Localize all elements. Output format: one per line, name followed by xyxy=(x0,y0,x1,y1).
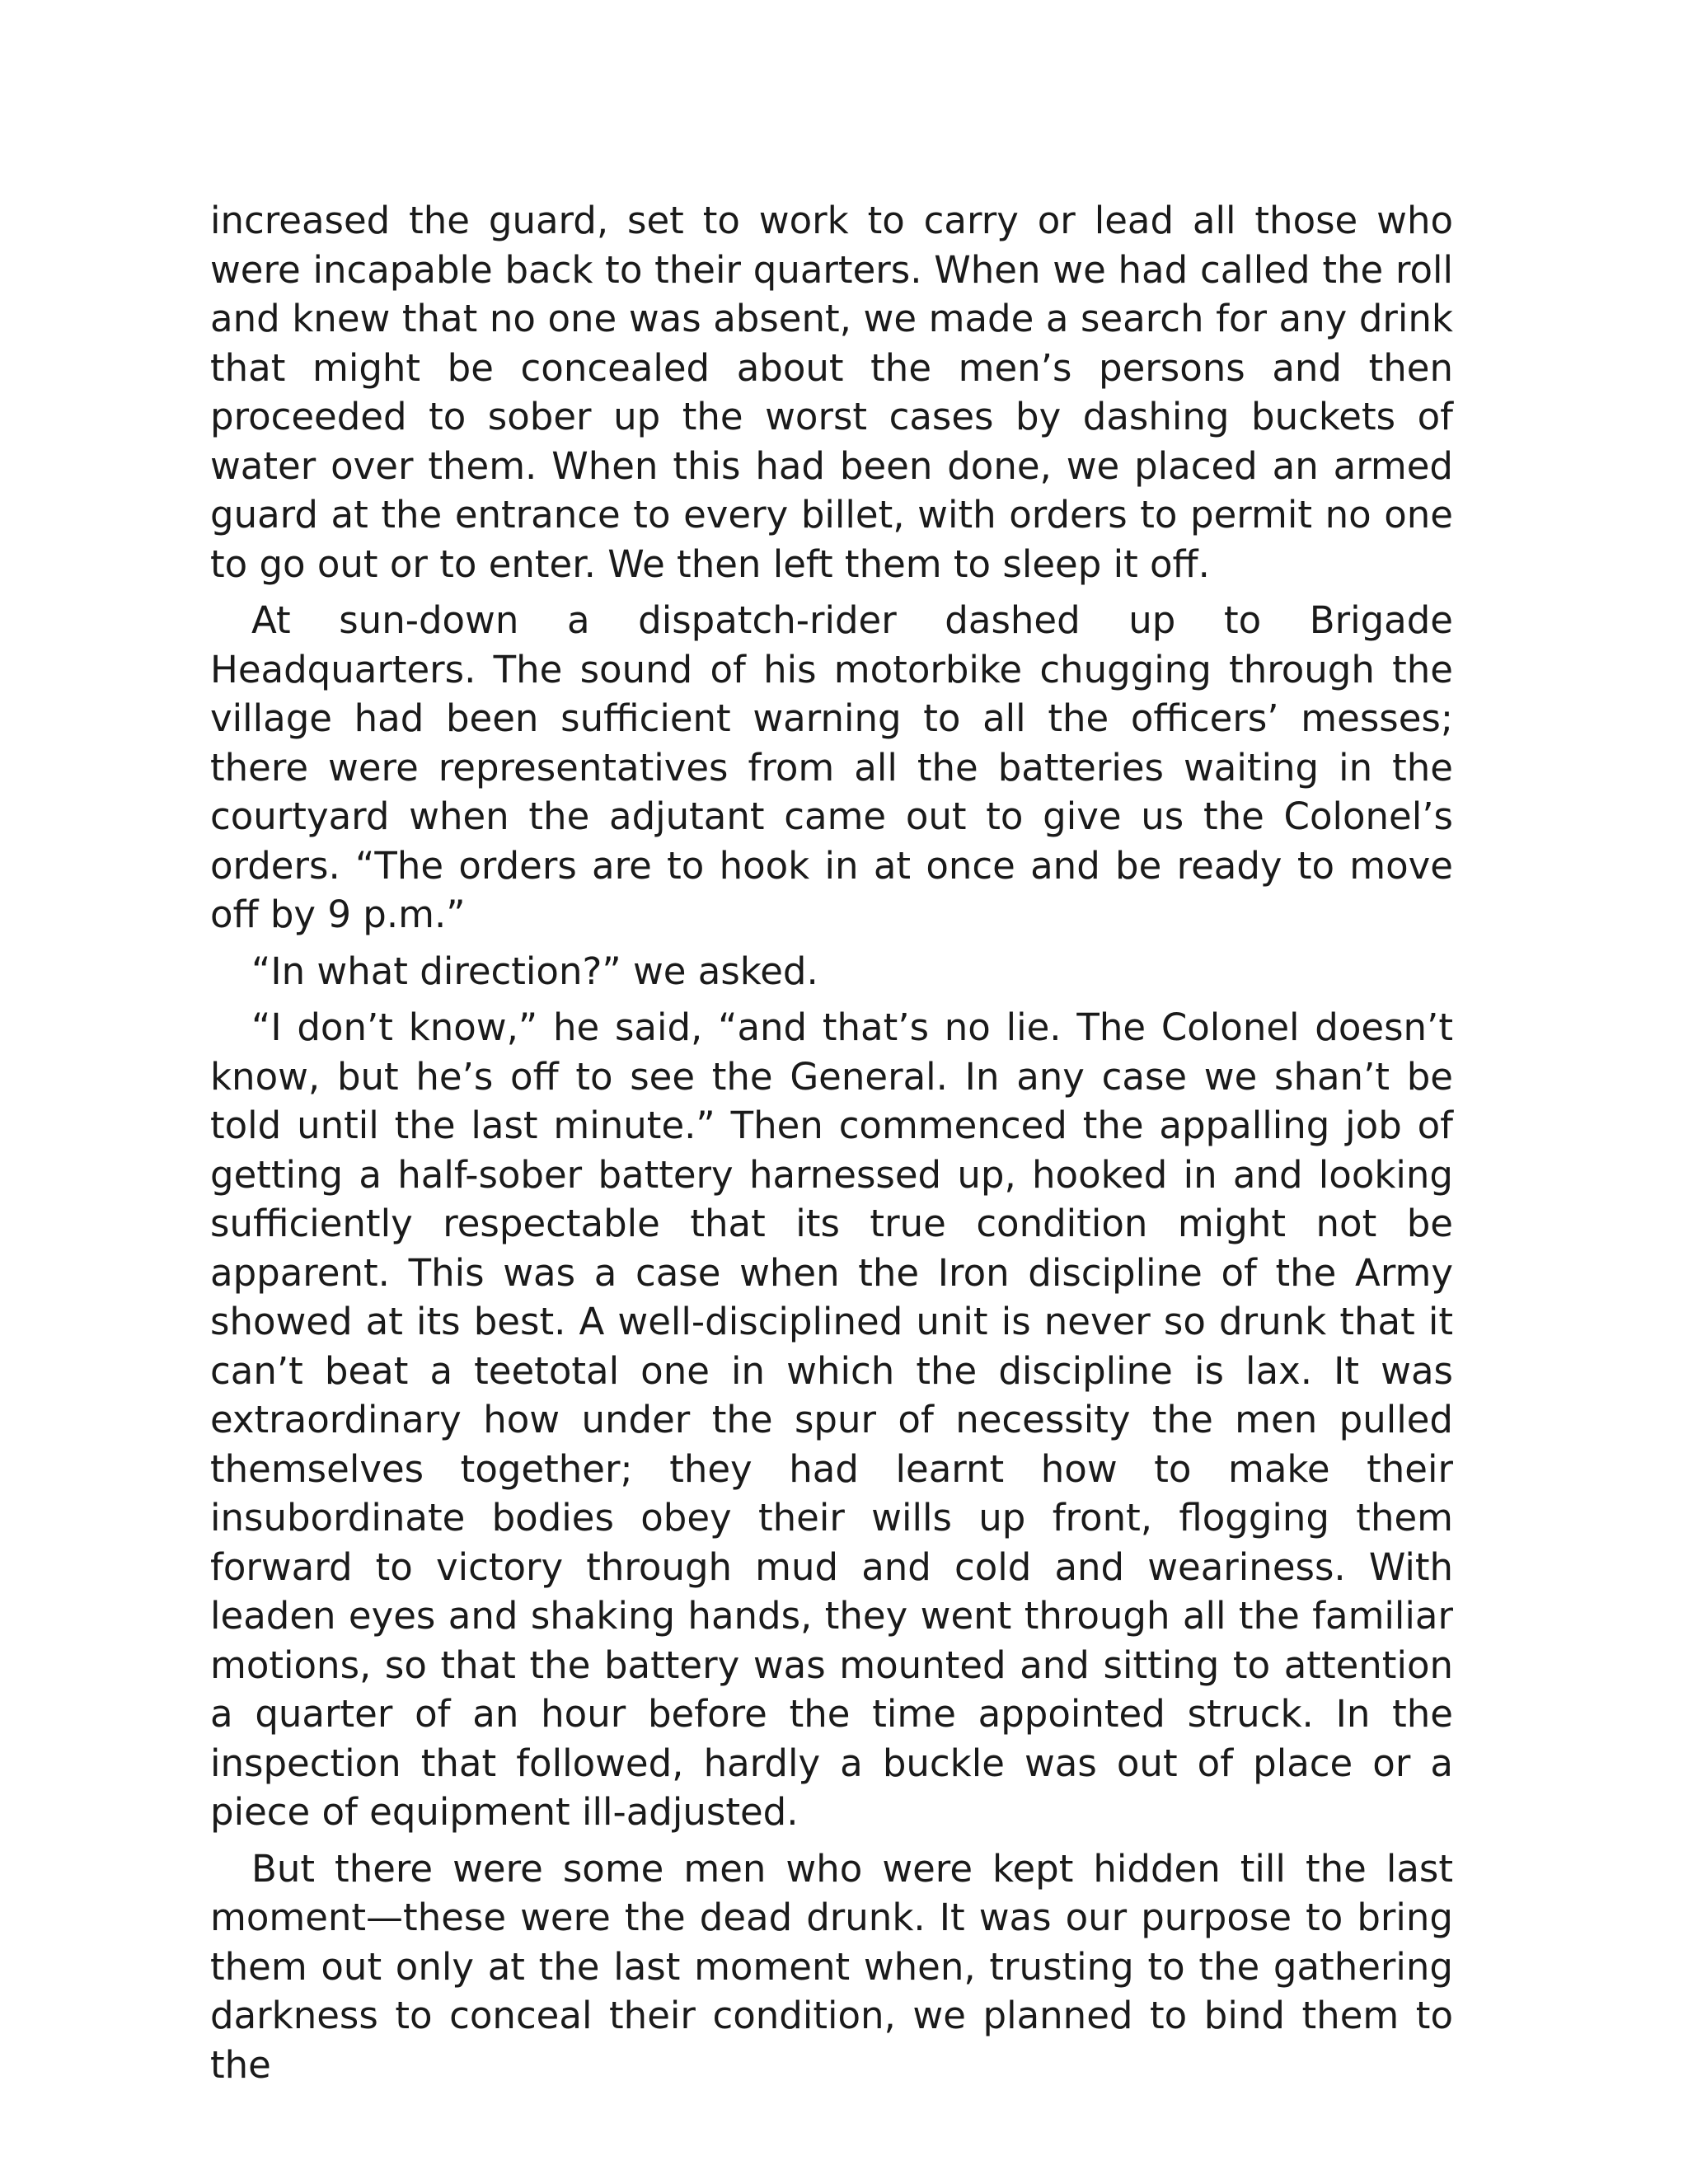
page-body xyxy=(210,196,1453,2097)
paragraph-direction-question: “In what direction?” we asked. xyxy=(251,949,818,993)
paragraph-dead-drunk: But there were some men who were kept hidden till the last moment—these were the dead drunk. It was our purpose to bring them out only at the last moment when, trusting to the gathering darkness to conceal their condition, we planned to bind them to the xyxy=(210,1846,1453,2087)
paragraph-dispatch-rider: At sun-down a dispatch-rider dashed up to Brigade Headquarters. The sound of his motorbike chugging through the village had been sufficient warning to all the officers’ messes; there were representatives from all the batteries waiting in the courtyard when the adjutant came out to give us the Colonel’s orders. “The orders are to hook in at once and be ready to move off by 9 p.m.” xyxy=(210,598,1453,936)
paragraph-continued: increased the guard, set to work to carry or lead all those who were incapable back to their quarters. When we had called the roll and knew that no one was absent, we made a search for any drink that might be concealed about the men’s persons and then proceeded to sober up the worst cases by dashing buckets of water over them. When this had been done, we placed an armed guard at the entrance to every billet, with orders to permit no one to go out or to enter. We then left them to sleep it off. xyxy=(210,199,1453,586)
paragraph-adjutant-reply: “I don’t know,” he said, “and that’s no lie. The Colonel doesn’t know, but he’s off to see the General. In any case we shan’t be told until the last minute.” Then commenced the appalling job of getting a half-sober battery harnessed up, hooked in and looking sufficiently respectable that its true condition might not be apparent. This was a case when the Iron discipline of the Army showed at its best. A well-disciplined unit is never so drunk that it can’t beat a teetotal one in which the discipline is lax. It was extraordinary how under the spur of necessity the men pulled themselves together; they had learnt how to make their insubordinate bodies obey their wills up front, flogging them forward to victory through mud and cold and weariness. With leaden eyes and shaking hands, they went through all the familiar motions, so that the battery was mounted and sitting to attention a quarter of an hour before the time appointed struck. In the inspection that followed, hardly a buckle was out of place or a piece of equipment ill-adjusted. xyxy=(210,1005,1453,1834)
